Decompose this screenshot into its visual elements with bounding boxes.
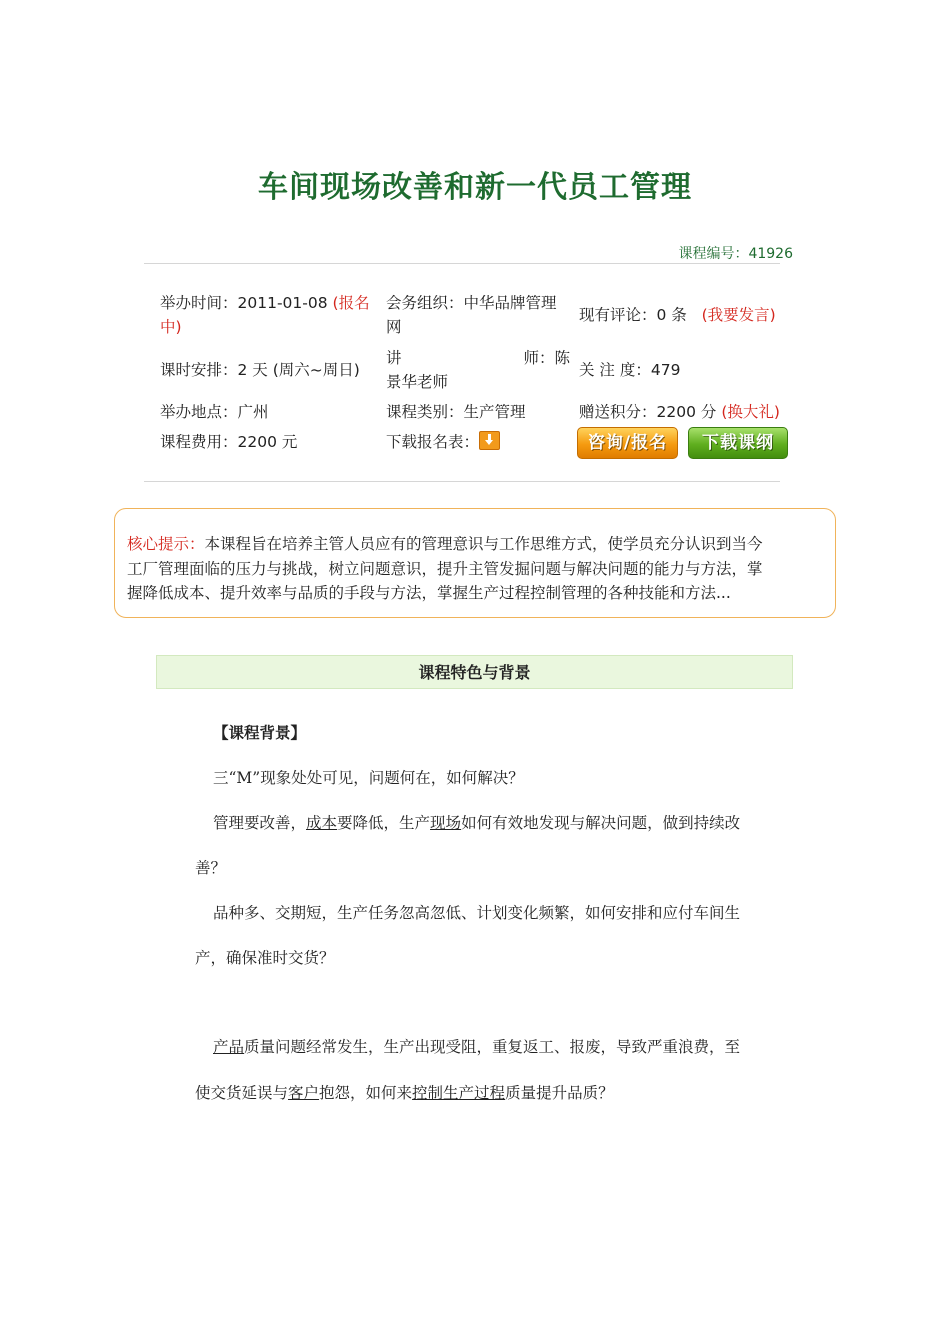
- info-divider: [144, 481, 780, 482]
- info-duration: 课时安排：2 天 (周六~周日): [160, 361, 360, 379]
- paragraph-3-cont: 产，确保准时交货？: [195, 949, 335, 967]
- paragraph-3: 品种多、交期短，生产任务忽高忽低、计划变化频繁，如何安排和应付车间生: [213, 904, 741, 922]
- link-site[interactable]: 现场: [430, 814, 462, 832]
- info-attention: 关 注 度：479: [579, 361, 681, 379]
- info-category: 课程类别：生产管理: [386, 403, 526, 421]
- course-number: 课程编号：41926: [678, 246, 793, 262]
- download-outline-button[interactable]: 下载课纲: [688, 427, 788, 459]
- link-cost[interactable]: 成本: [306, 814, 338, 832]
- info-fee: 课程费用：2200 元: [160, 433, 298, 451]
- link-product[interactable]: 产品: [213, 1038, 245, 1056]
- paragraph-4-cont: 使交货延误与客户抱怨，如何来控制生产过程质量提升品质？: [195, 1084, 614, 1102]
- info-download-form: 下载报名表：: [386, 430, 500, 454]
- paragraph-1: 三“M”现象处处可见，问题何在，如何解决？: [213, 769, 524, 787]
- core-tip-box: 核心提示：本课程旨在培养主管人员应有的管理意识与工作思维方式，使学员充分认识到当今 工厂管理面临的压力与挑战，树立问题意识，提升主管发掘问题与解决问题的能力与方法，掌 握降低成本、提升效率与品质的手段与方法，掌握生产过程控制管理的各种技能和方法...: [114, 508, 836, 618]
- top-divider: [144, 263, 780, 264]
- download-icon[interactable]: [479, 431, 500, 450]
- info-lecturer: 讲 师：陈 景华老师: [386, 349, 570, 391]
- paragraph-2: 管理要改善，成本要降低，生产现场如何有效地发现与解决问题，做到持续改: [213, 814, 741, 832]
- info-location: 举办地点：广州: [160, 403, 269, 421]
- info-points: 赠送积分：2200 分 (换大礼): [579, 403, 780, 421]
- redeem-gift-link[interactable]: (换大礼): [721, 403, 780, 421]
- consult-signup-button[interactable]: 咨询/报名: [577, 427, 678, 459]
- page-title: 车间现场改善和新一代员工管理: [258, 170, 692, 205]
- link-process-control[interactable]: 控制生产过程: [412, 1084, 506, 1102]
- info-time: 举办时间：2011-01-08 (报名 中): [160, 294, 370, 336]
- core-tip-label: 核心提示：: [127, 535, 205, 553]
- signup-status: (报名: [332, 294, 370, 312]
- info-organizer: 会务组织：中华品牌管理 网: [386, 294, 557, 336]
- paragraph-4: 产品质量问题经常发生，生产出现受阻，重复返工、报废，导致严重浪费，至: [213, 1038, 741, 1056]
- info-comments: 现有评论：0 条 (我要发言): [579, 306, 776, 324]
- time-value: 2011-01-08: [237, 294, 328, 312]
- section-heading: 课程特色与背景: [156, 655, 793, 689]
- background-heading: 【课程背景】: [213, 724, 307, 742]
- paragraph-2-cont: 善？: [195, 859, 227, 877]
- link-customer[interactable]: 客户: [288, 1084, 320, 1102]
- comment-link[interactable]: (我要发言): [701, 306, 776, 324]
